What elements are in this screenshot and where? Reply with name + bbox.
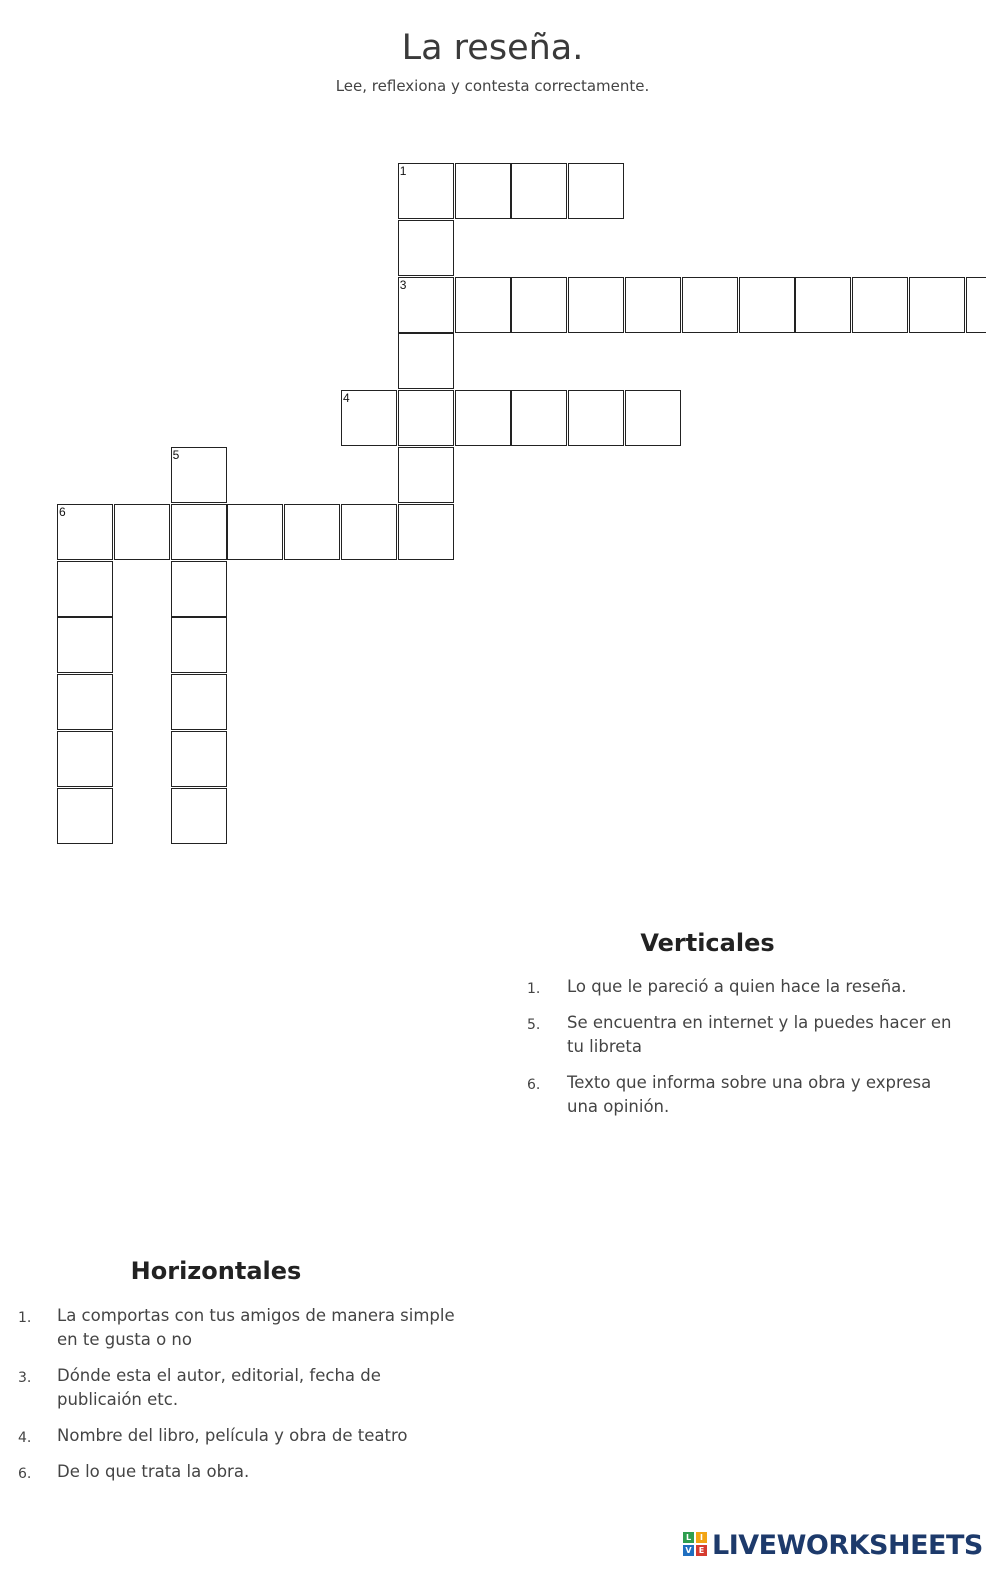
clue-number: 1. xyxy=(18,1310,32,1326)
clue-number: 5. xyxy=(527,1017,541,1033)
crossword-cell[interactable] xyxy=(625,390,681,446)
clue-number: 1. xyxy=(527,981,541,997)
verticales-clue-list xyxy=(527,975,957,1131)
clue-text: Texto que informa sobre una obra y expresa una opinión. xyxy=(567,1073,932,1116)
crossword-cell[interactable] xyxy=(511,163,567,219)
clue-item xyxy=(18,1424,458,1448)
crossword-cell[interactable] xyxy=(171,731,227,787)
crossword-cell[interactable] xyxy=(57,674,113,730)
crossword-cell[interactable] xyxy=(57,731,113,787)
logo-mark-icon xyxy=(683,1532,709,1558)
crossword-cell[interactable] xyxy=(171,504,227,560)
clue-item xyxy=(527,1011,957,1059)
logo-text: LIVEWORKSHEETS xyxy=(712,1529,983,1561)
crossword-cell[interactable] xyxy=(398,163,454,219)
clue-start-number: 4 xyxy=(343,391,350,406)
clue-start-number: 1 xyxy=(399,164,407,178)
crossword-cell[interactable] xyxy=(852,277,908,333)
clue-item xyxy=(18,1304,458,1352)
crossword-cell[interactable] xyxy=(511,390,567,446)
crossword-cell[interactable] xyxy=(568,390,624,446)
crossword-cell[interactable] xyxy=(57,788,113,844)
crossword-cell[interactable] xyxy=(341,390,397,446)
clue-start-number: 6 xyxy=(59,504,66,519)
horizontales-heading: Horizontales xyxy=(130,1257,302,1285)
crossword-cell[interactable] xyxy=(114,504,170,560)
crossword-cell[interactable] xyxy=(284,504,340,560)
crossword-cell[interactable] xyxy=(909,277,965,333)
page-subtitle: Lee, reflexiona y contesta correctamente. xyxy=(335,77,650,95)
crossword-cell[interactable] xyxy=(966,277,986,333)
clue-number: 6. xyxy=(18,1466,32,1482)
crossword-cell[interactable] xyxy=(398,220,454,276)
crossword-cell[interactable] xyxy=(625,277,681,333)
clue-number: 4. xyxy=(18,1430,32,1446)
crossword-cell[interactable] xyxy=(568,277,624,333)
crossword-cell[interactable] xyxy=(398,390,454,446)
clue-text: Dónde esta el autor, editorial, fecha de publicaión etc. xyxy=(57,1366,381,1409)
clue-item xyxy=(18,1364,458,1412)
verticales-heading: Verticales xyxy=(640,929,775,957)
clue-start-number: 3 xyxy=(399,277,407,292)
crossword-cell[interactable] xyxy=(739,277,795,333)
clue-text: De lo que trata la obra. xyxy=(57,1462,250,1481)
clue-text: La comportas con tus amigos de manera simple en te gusta o no xyxy=(57,1306,455,1349)
crossword-cell[interactable] xyxy=(171,617,227,673)
logo-letter-tile: V xyxy=(683,1545,694,1556)
crossword-cell[interactable] xyxy=(398,333,454,389)
crossword-cell[interactable] xyxy=(171,447,227,503)
clue-item xyxy=(527,1071,957,1119)
clue-text: Nombre del libro, película y obra de teatro xyxy=(57,1426,408,1445)
horizontales-clue-list xyxy=(18,1304,458,1496)
crossword-cell[interactable] xyxy=(455,163,511,219)
crossword-cell[interactable] xyxy=(398,277,454,333)
crossword-cell[interactable] xyxy=(398,447,454,503)
crossword-cell[interactable] xyxy=(398,504,454,560)
crossword-cell[interactable] xyxy=(171,674,227,730)
crossword-cell[interactable] xyxy=(57,561,113,617)
crossword-cell[interactable] xyxy=(511,277,567,333)
crossword-cell[interactable] xyxy=(455,277,511,333)
clue-text: Se encuentra en internet y la puedes hacer en tu libreta xyxy=(567,1013,952,1056)
crossword-cell[interactable] xyxy=(455,390,511,446)
crossword-cell[interactable] xyxy=(341,504,397,560)
logo-letter-tile: I xyxy=(696,1532,707,1543)
clue-text: Lo que le pareció a quien hace la reseña. xyxy=(567,977,907,996)
clue-item xyxy=(527,975,957,999)
crossword-cell[interactable] xyxy=(795,277,851,333)
liveworksheets-logo xyxy=(683,1528,983,1562)
clue-number: 3. xyxy=(18,1370,32,1386)
crossword-cell[interactable] xyxy=(171,561,227,617)
crossword-cell[interactable] xyxy=(171,788,227,844)
crossword-cell[interactable] xyxy=(682,277,738,333)
clue-start-number: 5 xyxy=(172,448,180,462)
crossword-cell[interactable] xyxy=(57,504,113,560)
clue-number: 6. xyxy=(527,1077,541,1093)
crossword-cell[interactable] xyxy=(227,504,283,560)
crossword-cell[interactable] xyxy=(568,163,624,219)
logo-letter-tile: E xyxy=(696,1545,707,1556)
page-title: La reseña. xyxy=(401,28,584,68)
crossword-cell[interactable] xyxy=(57,617,113,673)
logo-letter-tile: L xyxy=(683,1532,694,1543)
clue-item xyxy=(18,1460,458,1484)
